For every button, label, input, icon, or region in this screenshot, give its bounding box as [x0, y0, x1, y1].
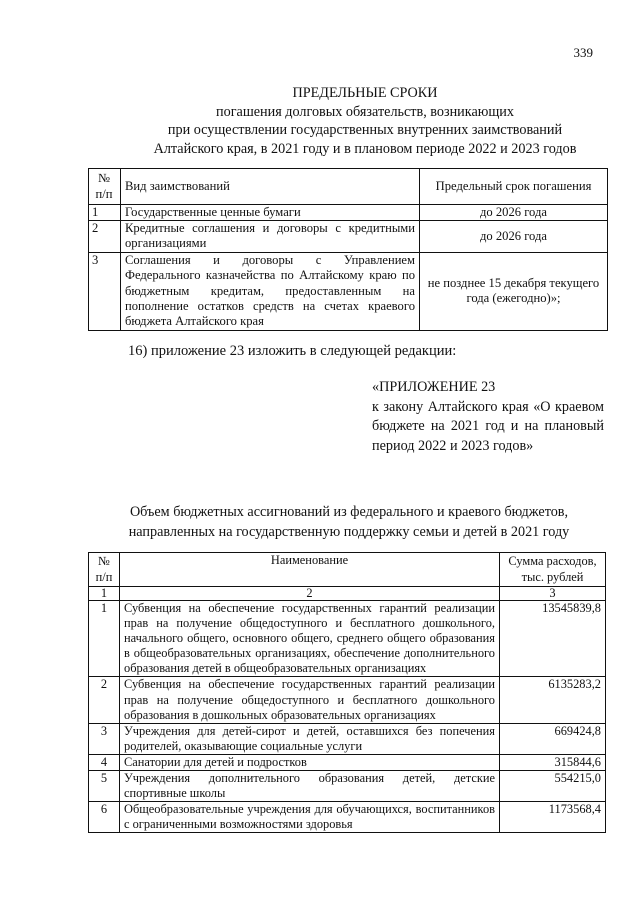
allocations-header-row: [89, 553, 606, 587]
row-name: Учреждения для детей-сирот и детей, оставшихся без попечения родителей, оказывающие социальные услуги: [120, 723, 500, 754]
table-row: [89, 677, 606, 723]
row-num: 3: [89, 723, 120, 754]
row-num: 2: [89, 221, 121, 252]
table-row: [89, 601, 606, 677]
deadlines-heading: [120, 84, 610, 158]
deadlines-title: ПРЕДЕЛЬНЫЕ СРОКИ: [292, 85, 438, 101]
column-index: 3: [500, 587, 606, 601]
deadlines-table: [88, 168, 608, 331]
row-num: 3: [89, 252, 121, 330]
row-name: Субвенция на обеспечение государственных гарантий реализации прав на получение общедоступного и бесплатного дошкольного, начального общего, основного общего, среднего общего образования в общеобразовательных организациях, обеспечение дополнительного образования детей в общеобразовательных организациях: [120, 601, 500, 677]
allocations-title: [84, 503, 614, 542]
row-borrowing-type: Государственные ценные бумаги: [121, 205, 420, 221]
row-name: Санатории для детей и подростков: [120, 754, 500, 770]
deadlines-subtitle-line-3: Алтайского края, в 2021 году и в плановом периоде 2022 и 2023 годов: [153, 140, 577, 157]
column-index: 2: [120, 587, 500, 601]
row-borrowing-type: Кредитные соглашения и договоры с кредитными организациями: [121, 221, 420, 252]
row-num: 5: [89, 771, 120, 802]
allocations-title-line-2: направленных на государственную поддержку семьи и детей в 2021 году: [128, 523, 570, 540]
header-sum: Сумма расходов, тыс. рублей: [500, 553, 606, 587]
table-row: [89, 723, 606, 754]
row-sum: 1173568,4: [500, 802, 606, 833]
allocations-title-line-1: Объем бюджетных ассигнований из федерального и краевого бюджетов,: [129, 504, 569, 520]
row-name: Общеобразовательные учреждения для обучающихся, воспитанников с ограниченными возможностями здоровья: [120, 802, 500, 833]
allocations-table: [88, 552, 606, 833]
appendix-heading: [372, 378, 604, 456]
deadlines-subtitle-line-1: погашения долговых обязательств, возникающих: [216, 103, 514, 120]
table-row: [89, 754, 606, 770]
row-deadline: до 2026 года: [420, 221, 608, 252]
header-borrowing-type: Вид заимствований: [121, 169, 420, 205]
row-num: 1: [89, 601, 120, 677]
column-index: 1: [89, 587, 120, 601]
table-row: [89, 802, 606, 833]
page-number: 339: [573, 45, 593, 60]
table-row: [89, 205, 608, 221]
row-num: 1: [89, 205, 121, 221]
row-num: 6: [89, 802, 120, 833]
header-deadline: Предельный срок погашения: [420, 169, 608, 205]
header-name: Наименование: [120, 553, 500, 587]
deadlines-subtitle-line-2: при осуществлении государственных внутренних заимствований: [167, 122, 563, 138]
table-row: [89, 221, 608, 252]
amendment-text: 16) приложение 23 изложить в следующей редакции:: [128, 343, 457, 359]
column-index-row: [89, 587, 606, 601]
deadlines-header-row: [89, 169, 608, 205]
row-num: 4: [89, 754, 120, 770]
row-deadline: до 2026 года: [420, 205, 608, 221]
row-name: Субвенция на обеспечение государственных гарантий реализации прав на получение общедоступного и бесплатного дошкольного образования в дошкольных образовательных организациях: [120, 677, 500, 723]
appendix-label: «ПРИЛОЖЕНИЕ 23: [372, 379, 496, 395]
row-borrowing-type: Соглашения и договоры с Управлением Федерального казначейства по Алтайскому краю по бюджетным кредитам, предоставленным на пополнение остатков средств на счетах краевого бюджета Алтайского края: [121, 252, 420, 330]
row-name: Учреждения дополнительного образования детей, детские спортивные школы: [120, 771, 500, 802]
row-sum: 6135283,2: [500, 677, 606, 723]
row-deadline: не позднее 15 декабря текущего года (ежегодно)»;: [420, 252, 608, 330]
table-row: [89, 771, 606, 802]
row-sum: 13545839,8: [500, 601, 606, 677]
row-sum: 554215,0: [500, 771, 606, 802]
header-num: № п/п: [89, 169, 121, 205]
row-num: 2: [89, 677, 120, 723]
row-sum: 315844,6: [500, 754, 606, 770]
header-num: № п/п: [89, 553, 120, 587]
appendix-law-reference: к закону Алтайского края «О краевом бюджете на 2021 год и на плановый период 2022 и 2023 годов»: [372, 398, 604, 454]
table-row: [89, 252, 608, 330]
row-sum: 669424,8: [500, 723, 606, 754]
